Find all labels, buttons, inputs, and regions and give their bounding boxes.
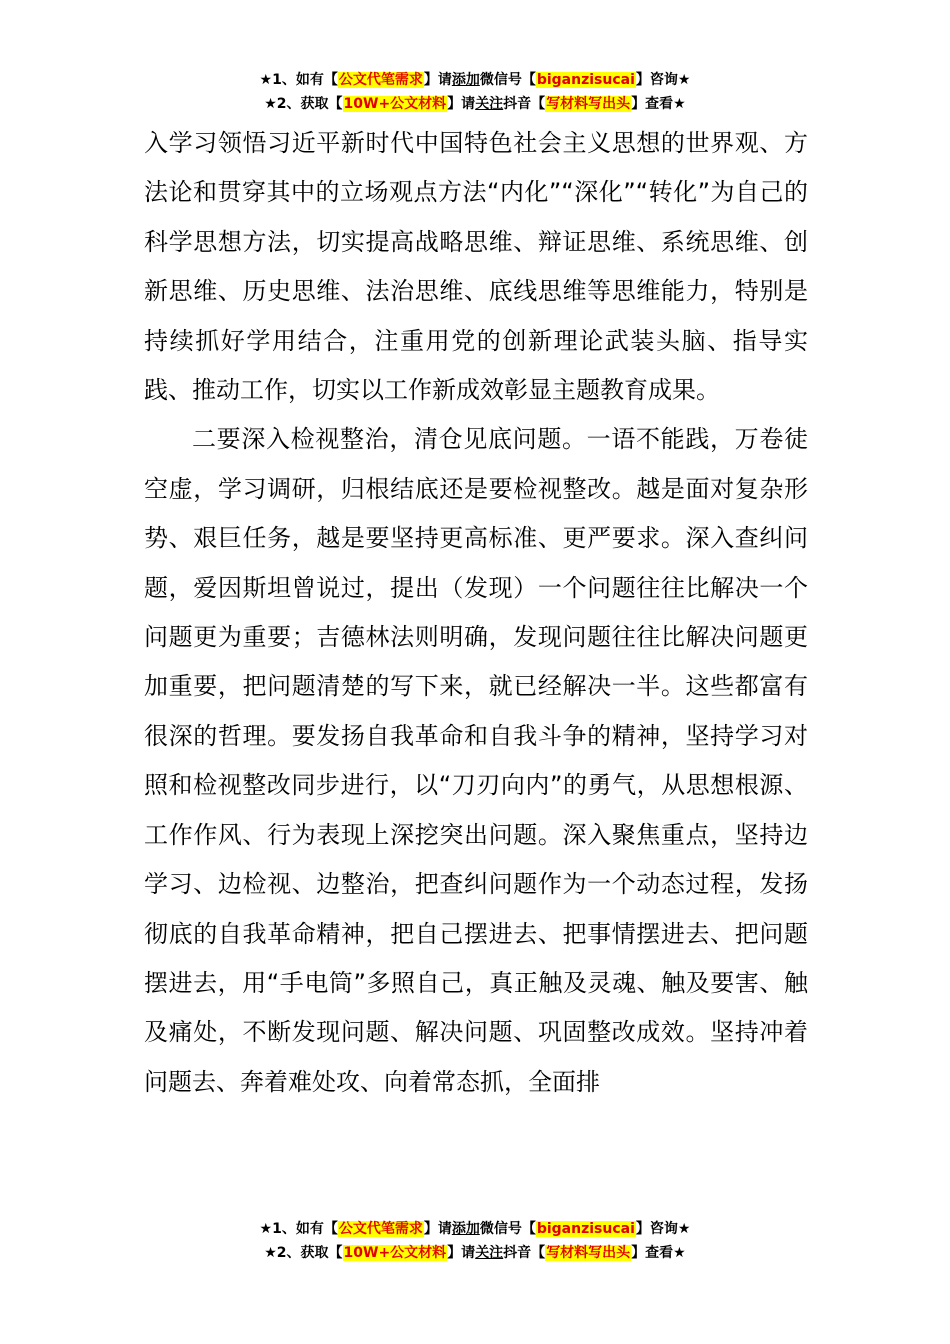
document-body: [144, 119, 808, 1107]
banner-underlined-text: 关注: [475, 96, 504, 112]
banner-highlight-wechat-id: biganzisucai: [536, 72, 635, 88]
banner-underlined-text: 添加: [451, 72, 480, 88]
banner-text: 抖音【: [503, 96, 546, 112]
banner-line-1: [0, 68, 950, 92]
banner-line-2: [0, 1241, 950, 1265]
banner-highlight: 公文代笔需求: [338, 72, 423, 88]
banner-text: 抖音【: [503, 1245, 546, 1261]
banner-text: ★1、如有【: [259, 72, 338, 88]
banner-text: 】咨询★: [635, 72, 691, 88]
banner-text: 】请: [447, 96, 476, 112]
banner-text: 】请: [447, 1245, 476, 1261]
banner-text: ★2、获取【: [264, 1245, 343, 1261]
banner-highlight: 公文代笔需求: [338, 1221, 423, 1237]
banner-text: 微信号【: [479, 72, 536, 88]
banner-highlight: 10W+公文材料: [343, 1245, 447, 1261]
paragraph-2: 二要深入检视整治，清仓见底问题。一语不能践，万卷徒空虚，学习调研，归根结底还是要检视整改。越是面对复杂形势、艰巨任务，越是要坚持更高标准、更严要求。深入查纠问题，爱因斯坦曾说过，提出（发现）一个问题往往比解决一个问题更为重要；吉德林法则明确，发现问题往往比解决问题更加重要，把问题清楚的写下来，就已经解决一半。这些都富有很深的哲理。要发扬自我革命和自我斗争的精神，坚持学习对照和检视整改同步进行，以“刀刃向内”的勇气，从思想根源、工作作风、行为表现上深挖突出问题。深入聚焦重点，坚持边学习、边检视、边整治，把查纠问题作为一个动态过程，发扬彻底的自我革命精神，把自己摆进去、把事情摆进去、把问题摆进去，用“手电筒”多照自己，真正触及灵魂、触及要害、触及痛处，不断发现问题、解决问题、巩固整改成效。坚持冲着问题去、奔着难处攻、向着常态抓，全面排: [144, 425, 808, 1096]
banner-text: 微信号【: [479, 1221, 536, 1237]
banner-line-1: [0, 1217, 950, 1241]
banner-text: ★2、获取【: [264, 96, 343, 112]
banner-line-2: [0, 92, 950, 116]
banner-highlight-douyin-id: 写材料写出头: [546, 96, 631, 112]
banner-underlined-text: 关注: [475, 1245, 504, 1261]
paragraph-1: 入学习领悟习近平新时代中国特色社会主义思想的世界观、方法论和贯穿其中的立场观点方法“内化”“深化”“转化”为自己的科学思想方法，切实提高战略思维、辩证思维、系统思维、创新思维、历史思维、法治思维、底线思维等思维能力，特别是持续抓好学用结合，注重用党的创新理论武装头脑、指导实践、推动工作，切实以工作新成效彰显主题教育成果。: [144, 129, 808, 405]
banner-text: ★1、如有【: [259, 1221, 338, 1237]
banner-text: 】咨询★: [635, 1221, 691, 1237]
banner-text: 】请: [423, 1221, 452, 1237]
banner-text: 】查看★: [631, 1245, 686, 1261]
footer-banner: [0, 1217, 950, 1265]
banner-highlight: 10W+公文材料: [343, 96, 447, 112]
banner-text: 】请: [423, 72, 452, 88]
banner-highlight-douyin-id: 写材料写出头: [546, 1245, 631, 1261]
banner-highlight-wechat-id: biganzisucai: [536, 1221, 635, 1237]
header-banner: [0, 68, 950, 116]
banner-underlined-text: 添加: [451, 1221, 480, 1237]
banner-text: 】查看★: [631, 96, 686, 112]
